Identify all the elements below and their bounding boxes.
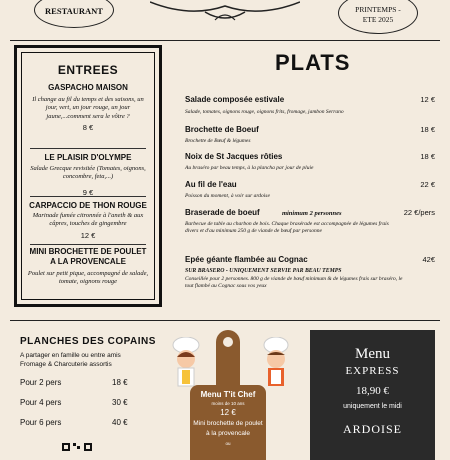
plat-desc: Poisson du moment, à voir sur ardoise — [185, 193, 270, 199]
plat-name: Braserade de boeuf — [185, 208, 260, 217]
plat-price: 18 € — [420, 125, 435, 134]
entree-name: LE PLAISIR D'OLYMPE — [44, 153, 132, 162]
plat-desc: Barbecue de table au charbon de bois. Chaque braséradе est accompagnée de légumes frais divers et d'au minimum 250 g de viande de bœuf par personne — [185, 221, 389, 235]
plat-item — [185, 255, 435, 291]
tit-chef-line: ou — [225, 441, 231, 446]
plat-price: 22 € — [420, 180, 435, 189]
plat-item — [185, 125, 435, 145]
plat-price: 22 €/pers — [403, 208, 435, 217]
plat-price: 42€ — [422, 255, 435, 264]
entree-item — [22, 247, 154, 287]
planche-row — [20, 378, 130, 387]
planches-subtitle: Fromage & Charcuterie assortis — [20, 361, 112, 368]
entree-desc: Salade Grecque revisitée (Tomates, oignons, concombre, feta,...) — [30, 165, 146, 181]
restaurant-label: RESTAURANT — [45, 6, 103, 16]
entrees-title: ENTREES — [57, 63, 119, 77]
plat-desc: Salade, tomates, oignons rouge, oignons frits, fromage, jambon Serrano — [185, 109, 344, 115]
plat-subtitle: SUR BRASERO - UNIQUEMENT SERVIE PAR BEAU TEMPS — [185, 268, 342, 274]
plat-item — [185, 152, 435, 172]
tit-chef-line: à la provencale — [205, 430, 251, 437]
express-note: uniquement le midi — [343, 403, 402, 410]
plat-desc: Conseillée pour 2 personnes. 800 g de viande de bœuf minimum & de légumes frais sur braséro, le tout flambé au Cognac sous vos yeux — [185, 275, 403, 290]
plat-name: Epée géante flambée au Cognac — [185, 255, 308, 264]
plat-item — [185, 95, 435, 116]
plat-item — [185, 180, 435, 200]
season-label: PRINTEMPS - ETE 2025 — [355, 5, 401, 24]
plat-name: Brochette de Boeuf — [185, 125, 259, 134]
entree-item — [22, 83, 154, 132]
planche-price: 40 € — [112, 418, 128, 427]
planche-label: Pour 6 pers — [20, 418, 62, 427]
ornament-icon — [150, 0, 300, 26]
entree-item — [22, 201, 154, 240]
planche-label: Pour 2 pers — [20, 378, 62, 387]
planche-price: 18 € — [112, 378, 128, 387]
plat-note: minimum 2 personnes — [281, 210, 342, 217]
restaurant-oval — [34, 0, 114, 28]
express-chalkboard — [310, 330, 435, 460]
separator — [30, 244, 146, 245]
season-oval — [338, 0, 418, 34]
tit-chef-title: Menu T'it Chef — [200, 390, 256, 399]
entree-price: 8 € — [82, 123, 94, 133]
entree-name: CARPACCIO DE THON ROUGE — [29, 201, 147, 210]
separator — [30, 196, 146, 197]
entree-item — [22, 153, 154, 197]
entree-price: 12 € — [80, 230, 96, 240]
plat-price: 18 € — [420, 152, 435, 161]
express-footer: ARDOISE — [342, 422, 402, 436]
entree-desc: Marinade fumée citronnée à l'aneth & aux câpres, touches de gingembre — [32, 212, 144, 228]
plat-name: Au fil de l'eau — [185, 180, 237, 189]
plat-price: 12 € — [420, 95, 435, 104]
express-title: Menu — [355, 346, 390, 362]
entree-desc: Il change au fil du temps et des saisons, un jour, vert, un jour rouge, un jour jaune,...comment sera le vôtre ? — [32, 96, 144, 120]
planche-label: Pour 4 pers — [20, 398, 62, 407]
plat-name: Salade composée estivale — [185, 95, 285, 104]
planche-row — [20, 418, 130, 427]
tit-chef-age: moins de 10 ans — [211, 401, 245, 406]
entree-name: MINI BROCHETTE DE POULET A LA PROVENCALE — [29, 247, 147, 266]
qr-code-icon[interactable] — [62, 440, 92, 450]
express-subtitle: EXPRESS — [345, 365, 400, 377]
tit-chef-price: 12 € — [220, 408, 236, 417]
plat-desc: Brochette de Bœuf & légumes — [185, 138, 251, 144]
planches-subtitle: A partager en famille ou entre amis — [20, 352, 121, 359]
planche-row — [20, 398, 130, 407]
planches-title: PLANCHES DES COPAINS — [20, 336, 156, 347]
express-price: 18,90 € — [356, 385, 389, 397]
plat-item — [185, 208, 435, 236]
plat-name: Noix de St Jacques rôties — [185, 152, 283, 161]
cutting-board-hole — [223, 337, 233, 347]
separator — [30, 148, 146, 149]
header-divider — [10, 40, 440, 41]
section-divider — [10, 320, 440, 321]
plats-title: PLATS — [275, 50, 351, 75]
planche-price: 30 € — [112, 398, 128, 407]
plat-name-row — [185, 208, 435, 217]
tit-chef-line: Mini brochette de poulet — [193, 420, 263, 427]
entree-desc: Poulet sur petit pique, accompagné de salade, tomate, oignons rouge — [27, 270, 149, 286]
entree-name: GASPACHO MAISON — [48, 83, 128, 92]
plat-desc: Au braséro par beau temps, à la plancha par jour de pluie — [185, 165, 314, 171]
entrees-panel — [14, 45, 162, 307]
entree-price: 9 € — [82, 187, 94, 197]
